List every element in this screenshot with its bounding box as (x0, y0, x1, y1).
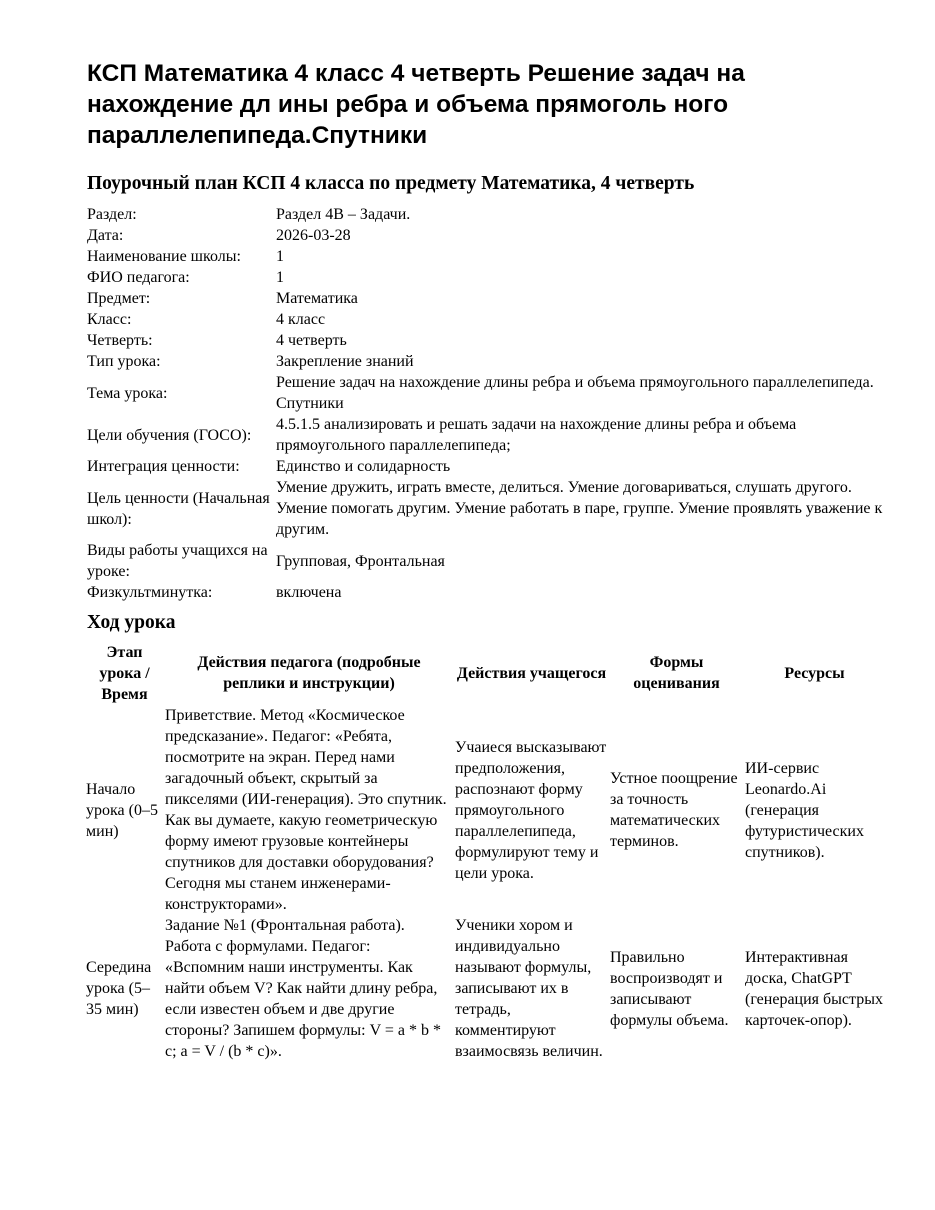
info-row (87, 582, 886, 603)
info-value: Раздел 4В – Задачи. (276, 206, 411, 223)
info-label: Класс: (87, 311, 132, 328)
info-label: Наименование школы: (87, 248, 241, 265)
info-row (87, 288, 886, 309)
info-value: 1 (276, 269, 284, 286)
lesson-flow-heading: Ход урока (87, 612, 176, 633)
info-label: Цель ценности (Начальная школ): (87, 489, 270, 528)
cell-teacher-actions: Приветствие. Метод «Космическое предсказание». Педагог: «Ребята, посмотрите на экран. Перед нами загадочный объект, скрытый за пикселями (ИИ-генерация). Это спутник. Как вы думаете, какую геометрическую форму имеют грузовые контейнеры спутников для доставки оборудования? Сегодня мы станем инженерами-конструкторами». (165, 707, 447, 913)
info-label: Интеграция ценности: (87, 458, 240, 475)
header-teacher-actions: Действия педагога (подробные реплики и инструкции) (197, 654, 421, 692)
cell-student-actions: Учаиеся высказывают предположения, распознают форму прямоугольного параллелепипеда, формулируют тему и цели урока. (455, 738, 607, 882)
info-row (87, 204, 886, 225)
info-label: Цели обучения (ГОСО): (87, 426, 252, 444)
info-label: Предмет: (87, 290, 151, 307)
info-label: Виды работы учащихся на уроке: (87, 542, 268, 580)
lesson-info-table (87, 204, 886, 603)
info-value: Закрепление знаний (276, 353, 414, 370)
info-value: Математика (276, 290, 358, 307)
cell-resources: ИИ-сервис Leonardo.Ai (генерация футуристических спутников). (745, 759, 864, 861)
info-row (87, 309, 886, 330)
header-assessment: Формы оценивания (633, 654, 720, 692)
info-label: Тип урока: (87, 353, 161, 370)
document-page (87, 58, 887, 1062)
info-row (87, 540, 886, 582)
info-row (87, 267, 886, 288)
header-student-actions: Действия учащегося (456, 664, 607, 682)
info-row (87, 330, 886, 351)
info-value: включена (276, 584, 342, 601)
info-row (87, 246, 886, 267)
table-row (85, 705, 885, 915)
info-row (87, 456, 886, 477)
cell-teacher-actions: Задание №1 (Фронтальная работа). Работа с формулами. Педагог: «Вспомним наши инструменты. Как найти объем V? Как найти длину ребра, если известен объем и две другие стороны? Запишем формулы: V = a * b * c; a = V / (b * c)». (165, 917, 441, 1060)
info-row (87, 414, 886, 456)
info-label: Дата: (87, 227, 124, 244)
info-row (87, 225, 886, 246)
cell-student-actions: Ученики хором и индивидуально называют формулы, записывают их в тетрадь, комментируют взаимосвязь величин. (455, 917, 603, 1060)
info-label: ФИО педагога: (87, 269, 190, 286)
info-row (87, 351, 886, 372)
info-value: 4.5.1.5 анализировать и решать задачи на нахождение длины ребра и объема прямоугольного параллелепипеда; (276, 416, 797, 454)
info-value: 1 (276, 248, 284, 265)
info-value: Решение задач на нахождение длины ребра и объема прямоугольного параллелепипеда. Спутники (276, 374, 874, 412)
lesson-flow-table (85, 641, 885, 1062)
info-label: Раздел: (87, 206, 137, 223)
document-title: КСП Математика 4 класс 4 четверть Решение задач на нахождение дл ины ребра и объема прямоголь ного параллелепипеда.Спутники (87, 60, 745, 149)
cell-assessment: Правильно воспроизводят и записывают формулы объема. (610, 948, 729, 1029)
info-row (87, 372, 886, 414)
cell-resources: Интерактивная доска, ChatGPT (генерация быстрых карточек-опор). (745, 948, 883, 1029)
info-label: Тема урока: (87, 384, 168, 402)
table-header-row (85, 641, 885, 705)
info-value: Единство и солидарность (276, 458, 451, 475)
info-value: 2026-03-28 (276, 227, 351, 244)
info-label: Четверть: (87, 332, 153, 349)
info-row (87, 477, 886, 540)
plan-subtitle: Поурочный план КСП 4 класса по предмету Математика, 4 четверть (87, 173, 695, 194)
cell-stage: Середина урока (5–35 мин) (86, 959, 152, 1018)
cell-stage: Начало урока (0–5 мин) (86, 780, 158, 840)
header-resources: Ресурсы (784, 664, 845, 682)
info-value: 4 класс (276, 311, 326, 328)
info-value: Групповая, Фронтальная (276, 552, 445, 570)
cell-assessment: Устное поощрение за точность математических терминов. (610, 770, 738, 850)
header-stage: Этап урока / Время (99, 643, 150, 703)
table-row (85, 915, 885, 1062)
info-value: 4 четверть (276, 332, 347, 349)
lesson-info-body (87, 204, 886, 603)
info-value: Умение дружить, играть вместе, делиться. Умение договариваться, слушать другого. Умение помогать другим. Умение работать в паре, группе. Умение проявлять уважение к другим. (276, 479, 883, 538)
info-label: Физкультминутка: (87, 584, 213, 601)
